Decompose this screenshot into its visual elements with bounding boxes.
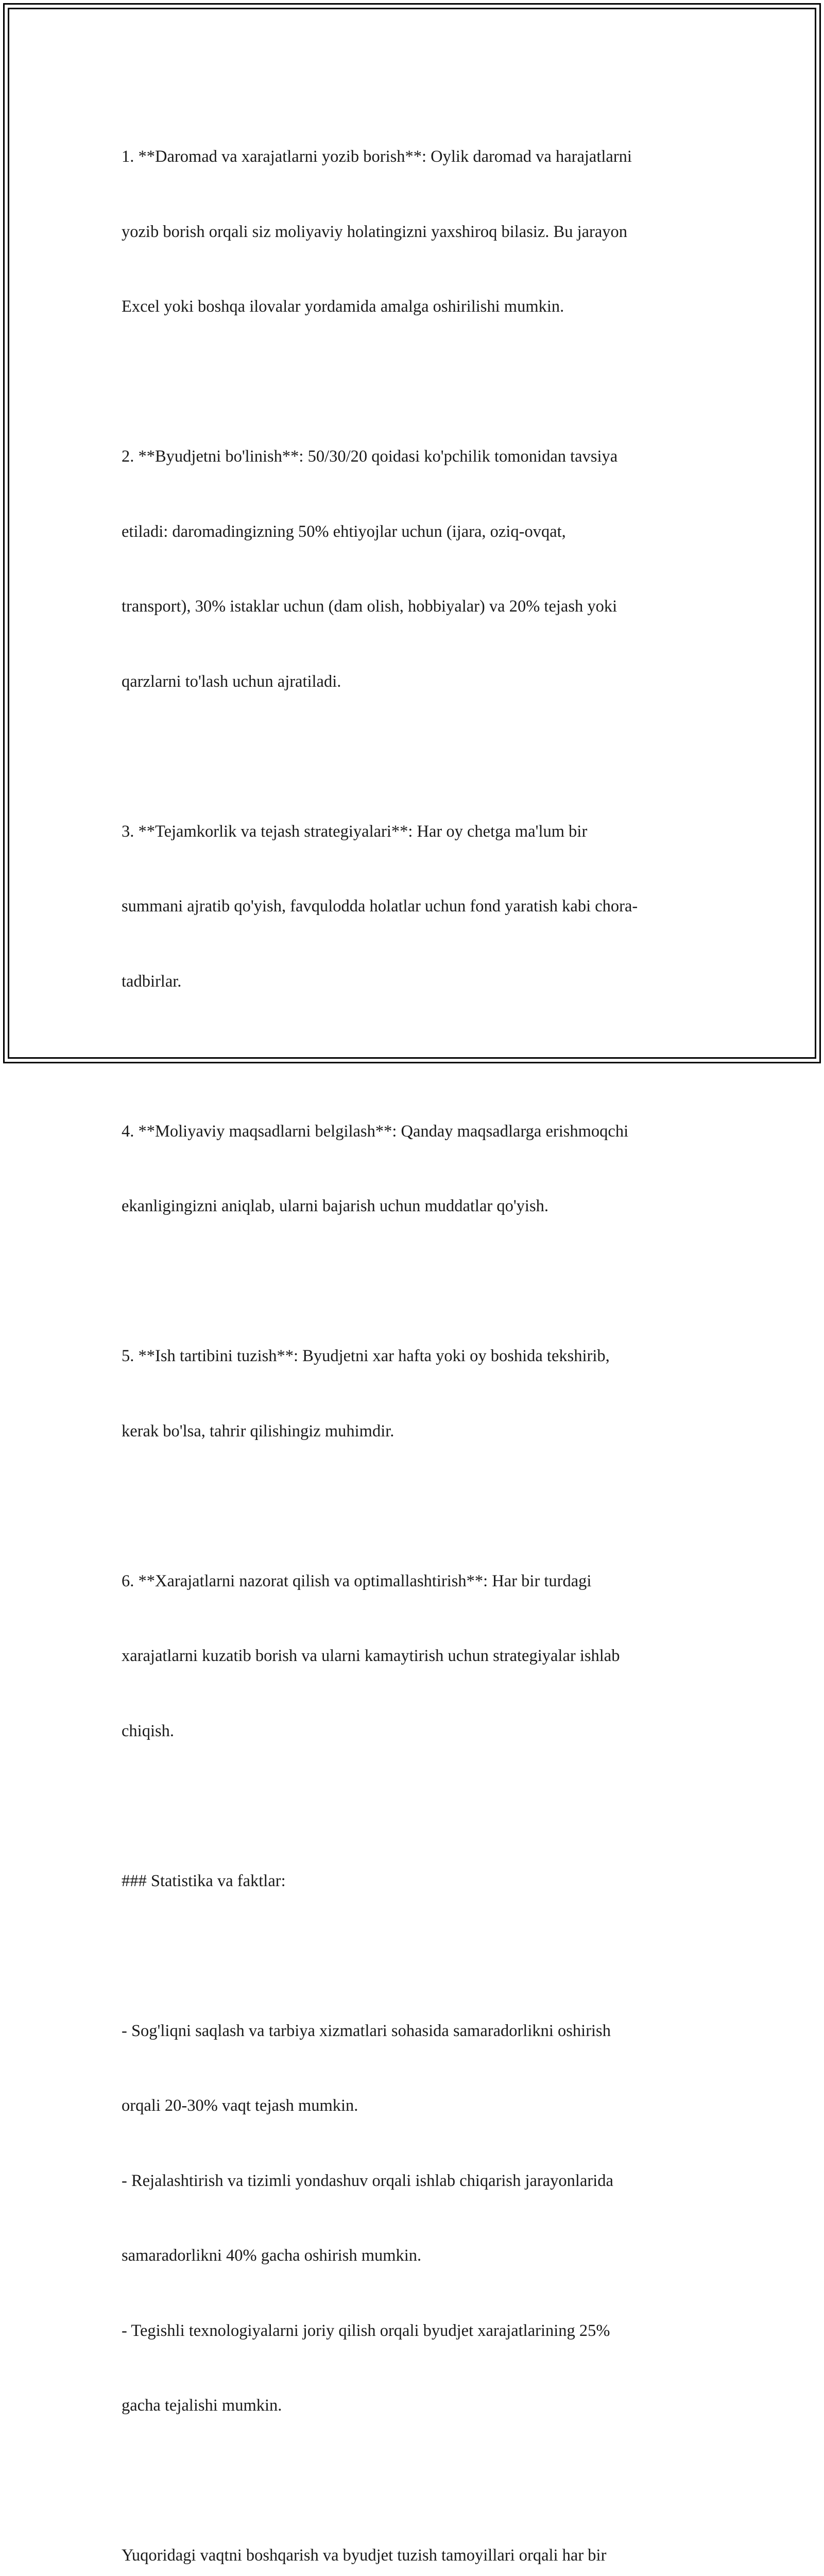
text-line: - Rejalashtirish va tizimli yondashuv orqali ishlab chiqarish jarayonlarida <box>122 2171 613 2190</box>
text-line: etiladi: daromadingizning 50% ehtiyojlar uchun (ijara, oziq-ovqat, <box>122 522 566 541</box>
text-line: qarzlarni to'lash uchun ajratiladi. <box>122 672 341 691</box>
list-item-nazorat <box>122 1519 724 1794</box>
text-line: 3. **Tejamkorlik va tejash strategiyalari**: Har oy chetga ma'lum bir <box>122 822 588 841</box>
list-item-daromad <box>122 94 724 369</box>
text-line: chiqish. <box>122 1721 175 1740</box>
text-line: gacha tejalishi mumkin. <box>122 2396 282 2415</box>
section-heading-statistika <box>122 1819 724 1944</box>
text-line: ekanligingizni aniqlab, ularni bajarish uchun muddatlar qo'yish. <box>122 1197 548 1215</box>
text-line: 4. **Moliyaviy maqsadlarni belgilash**: Qanday maqsadlarga erishmoqchi <box>122 1122 629 1141</box>
text-line: transport), 30% istaklar uchun (dam olish, hobbiyalar) va 20% tejash yoki <box>122 597 617 616</box>
text-line: Yuqoridagi vaqtni boshqarish va byudjet tuzish tamoyillari orqali har bir <box>122 2546 607 2565</box>
text-line: samaradorlikni 40% gacha oshirish mumkin. <box>122 2246 422 2265</box>
text-line: - Tegishli texnologiyalarni joriy qilish orqali byudjet xarajatlarining 25% <box>122 2321 610 2340</box>
text-line: summani ajratib qo'yish, favqulodda holatlar uchun fond yaratish kabi chora- <box>122 897 638 916</box>
list-item-byudjet <box>122 394 724 744</box>
document-body <box>122 94 724 2576</box>
text-line: yozib borish orqali siz moliyaviy holatingizni yaxshiroq bilasiz. Bu jarayon <box>122 222 628 241</box>
list-item-maqsadlar <box>122 1069 724 1269</box>
text-line: tadbirlar. <box>122 972 182 991</box>
text-line: 1. **Daromad va xarajatlarni yozib borish**: Oylik daromad va harajatlarni <box>122 147 632 166</box>
list-item-tejamkorlik <box>122 769 724 1044</box>
text-line: - Sog'liqni saqlash va tarbiya xizmatlari sohasida samaradorlikni oshirish <box>122 2021 611 2040</box>
heading-text: ### Statistika va faktlar: <box>122 1871 286 1890</box>
text-line: 6. **Xarajatlarni nazorat qilish va optimallashtirish**: Har bir turdagi <box>122 1571 592 1590</box>
text-line: 2. **Byudjetni bo'linish**: 50/30/20 qoidasi ko'pchilik tomonidan tavsiya <box>122 447 618 466</box>
text-line: 5. **Ish tartibini tuzish**: Byudjetni xar hafta yoki oy boshida tekshirib, <box>122 1347 610 1365</box>
list-item-ish-tartibi <box>122 1294 724 1494</box>
text-line: xarajatlarni kuzatib borish va ularni kamaytirish uchun strategiyalar ishlab <box>122 1647 620 1665</box>
text-line: Excel yoki boshqa ilovalar yordamida amalga oshirilishi mumkin. <box>122 297 564 316</box>
statistics-list <box>122 1969 724 2468</box>
text-line: kerak bo'lsa, tahrir qilishingiz muhimdir. <box>122 1421 394 1440</box>
text-line: orqali 20-30% vaqt tejash mumkin. <box>122 2096 358 2115</box>
conclusion-paragraph <box>122 2493 724 2576</box>
